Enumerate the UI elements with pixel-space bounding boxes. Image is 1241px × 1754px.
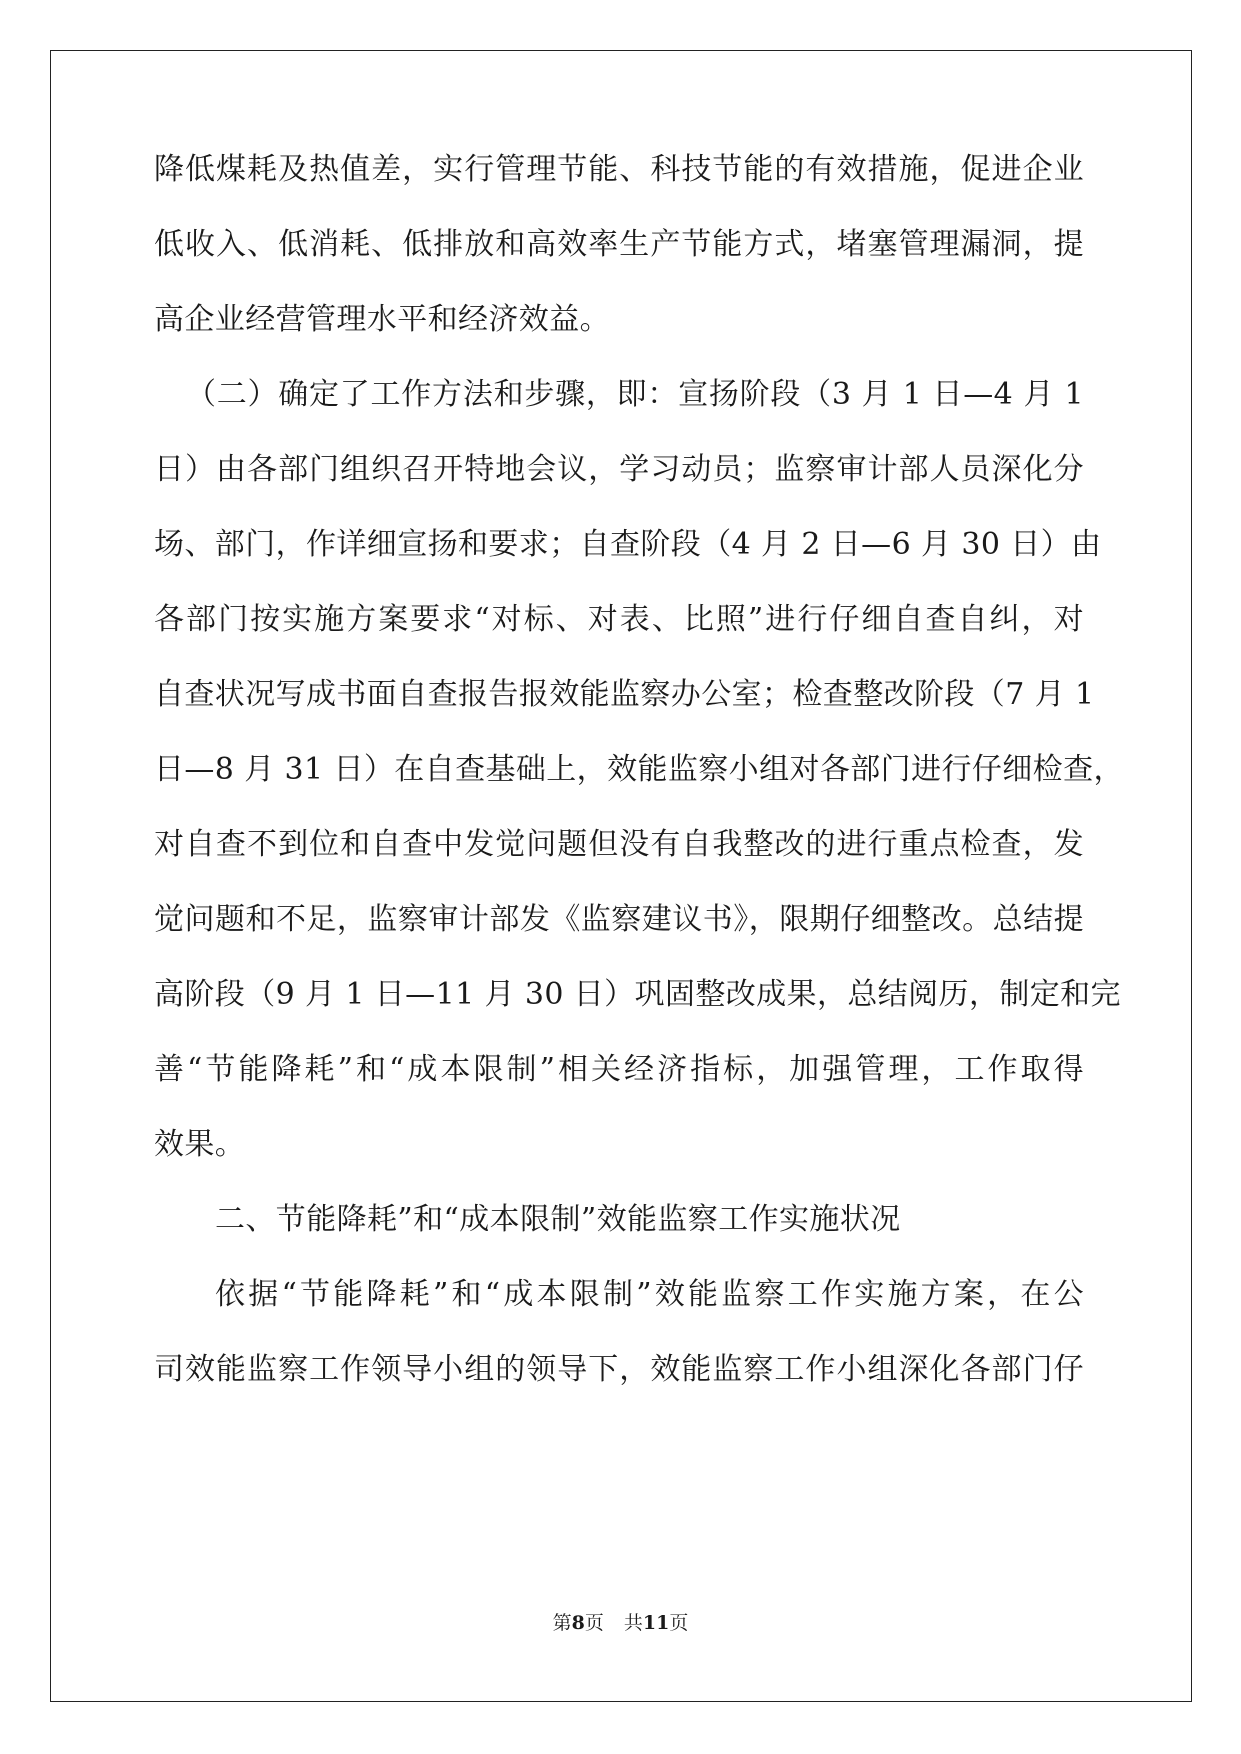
text-line: 司效能监察工作领导小组的领导下，效能监察工作小组深化各部门仔 [154, 1352, 1084, 1387]
text-line: 自查状况写成书面自查报告报效能监察办公室；检查整改阶段（7 月 1 [154, 677, 1095, 712]
page-footer [0, 1608, 1241, 1638]
text-line: 善“节能降耗”和“成本限制”相关经济指标，加强管理，工作取得 [154, 1052, 1084, 1087]
text-line: 降低煤耗及热值差，实行管理节能、科技节能的有效措施，促进企业 [154, 152, 1084, 187]
paragraph-first-line: 依据“节能降耗”和“成本限制”效能监察工作实施方案，在公 [215, 1277, 1084, 1312]
text-line: 高阶段（9 月 1 日—11 月 30 日）巩固整改成果，总结阅历，制定和完 [154, 977, 1121, 1012]
text-line: 高企业经营管理水平和经济效益。 [154, 302, 610, 337]
page-prefix: 第 [552, 1612, 572, 1634]
text-line: 各部门按实施方案要求“对标、对表、比照”进行仔细自查自纠，对 [154, 602, 1084, 637]
text-line: 日—8 月 31 日）在自查基础上，效能监察小组对各部门进行仔细检查， [154, 752, 1124, 787]
text-line: 场、部门，作详细宣扬和要求；自查阶段（4 月 2 日—6 月 30 日）由 [154, 527, 1102, 562]
text-line: 效果。 [154, 1127, 246, 1162]
current-page-number: 8 [571, 1612, 585, 1634]
text-line: 日）由各部门组织召开特地会议，学习动员；监察审计部人员深化分 [154, 452, 1084, 487]
total-prefix: 共 [623, 1612, 643, 1634]
page-suffix: 页 [584, 1612, 604, 1634]
text-line: 觉问题和不足，监察审计部发《监察建议书》，限期仔细整改。总结提 [154, 902, 1084, 937]
total-suffix: 页 [669, 1612, 689, 1634]
total-page-count: 11 [642, 1612, 670, 1634]
text-line: 对自查不到位和自查中发觉问题但没有自我整改的进行重点检查，发 [154, 827, 1084, 862]
paragraph-first-line: （二）确定了工作方法和步骤，即：宣扬阶段（3 月 1 日—4 月 1 [186, 377, 1084, 412]
text-line: 低收入、低消耗、低排放和高效率生产节能方式，堵塞管理漏洞，提 [154, 227, 1084, 262]
section-heading: 二、节能降耗”和“成本限制”效能监察工作实施状况 [215, 1202, 901, 1237]
